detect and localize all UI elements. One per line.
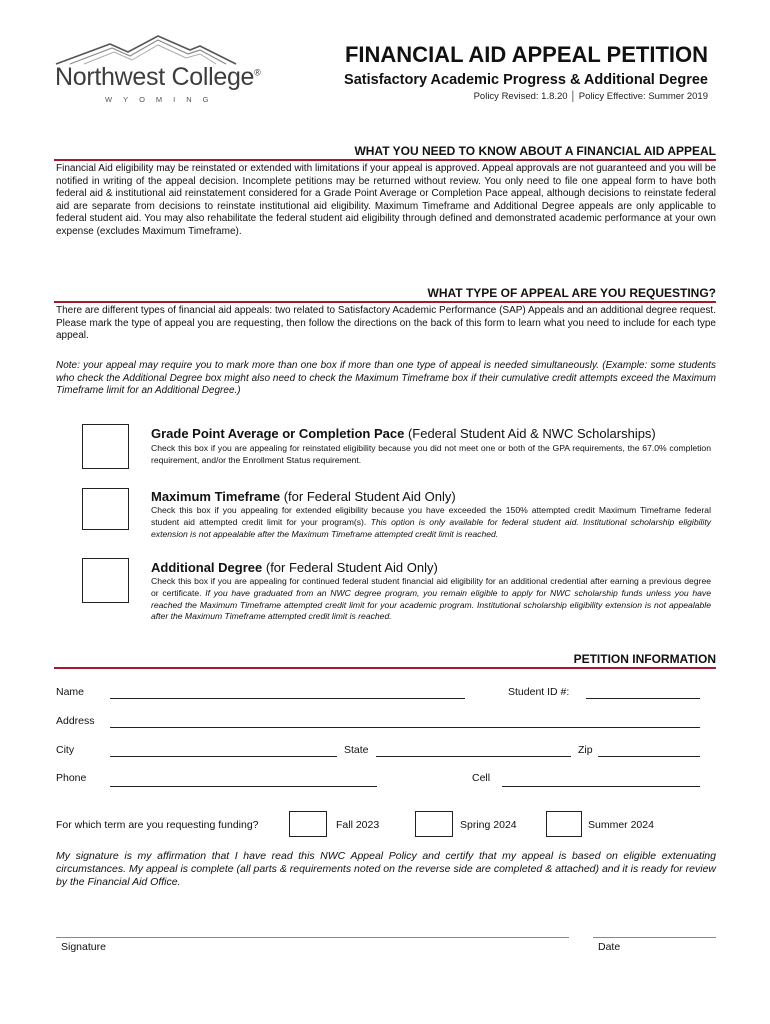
option-title-gpa: Grade Point Average or Completion Pace (Federal Student Aid & NWC Scholarships) bbox=[151, 426, 656, 441]
section-body-what-you-need: Financial Aid eligibility may be reinstated or extended with limitations if your appeal is approved. Appeal approvals are not guaranteed and you will be notified in writing of the appeal decision. Incomplete petitions may be returned without review. You only need to file one appeal form to have both federal aid & institutional aid reinstatement considered for a Grade Point Average or Completion Pace appeal, although decisions to reinstate federal aid are separate from decisions to reinstate institutional aid eligibility. Maximum Timeframe and Additional Degree appeals are only applicable to federal student aid. You may also rehabilitate the federal student aid eligibility through defined and demonstrated academic performance at your own expense (excludes Maximum Timeframe). bbox=[56, 163, 716, 237]
term-question: For which term are you requesting funding? bbox=[56, 819, 259, 831]
maximum-timeframe-checkbox[interactable] bbox=[82, 488, 129, 530]
form-subtitle: Satisfactory Academic Progress & Additional Degree bbox=[344, 72, 708, 88]
spring-2024-label: Spring 2024 bbox=[460, 819, 517, 831]
date-label: Date bbox=[598, 941, 621, 953]
name-field[interactable] bbox=[110, 698, 465, 699]
zip-label: Zip bbox=[578, 744, 593, 756]
summer-2024-checkbox[interactable] bbox=[546, 811, 582, 837]
city-label: City bbox=[56, 744, 75, 756]
cell-field[interactable] bbox=[502, 786, 700, 787]
section-heading-what-you-need: WHAT YOU NEED TO KNOW ABOUT A FINANCIAL AID APPEAL bbox=[354, 144, 716, 158]
form-title: FINANCIAL AID APPEAL PETITION bbox=[344, 42, 708, 67]
option-desc-gpa: Check this box if you are appealing for reinstated eligibility because you did not meet one or both of the GPA requirements, the 67.0% completion requirement, and/or the Enrollment Status requirement. bbox=[151, 443, 711, 465]
zip-field[interactable] bbox=[598, 756, 700, 757]
policy-dates: Policy Revised: 1.8.20 │ Policy Effective: Summer 2019 bbox=[473, 91, 708, 102]
gpa-completion-checkbox[interactable] bbox=[82, 424, 129, 469]
section-heading-appeal-type: WHAT TYPE OF APPEAL ARE YOU REQUESTING? bbox=[427, 286, 716, 300]
option-title-additional-degree: Additional Degree (for Federal Student Aid Only) bbox=[151, 560, 438, 575]
signature-field[interactable] bbox=[56, 937, 569, 938]
phone-label: Phone bbox=[56, 772, 87, 784]
state-field[interactable] bbox=[376, 756, 571, 757]
section-heading-petition: PETITION INFORMATION bbox=[573, 652, 716, 666]
city-field[interactable] bbox=[110, 756, 337, 757]
college-logo-state: WYOMING bbox=[105, 95, 220, 104]
summer-2024-label: Summer 2024 bbox=[588, 819, 654, 831]
appeal-note: Note: your appeal may require you to mark more than one box if more than one type of appeal is needed simultaneously. (Example: some students who check the Additional Degree box might also need to check the Maximum Timeframe box if their cumulative credit attempts exceed the Maximum Timeframe limit for an Additional Degree.) bbox=[56, 360, 716, 396]
option-desc-max-timeframe: Check this box if you appealing for extended eligibility because you have exceeded the 150% attempted credit Maximum Timeframe federal student aid attempted credit limit for your program(s). This option is only available for federal student aid. Institutional scholarship eligibility extension is not appealable after the Maximum Timeframe attempted credit limit is reached. bbox=[151, 505, 712, 539]
name-label: Name bbox=[56, 686, 85, 698]
phone-field[interactable] bbox=[110, 786, 377, 787]
section-divider bbox=[54, 159, 716, 161]
section-divider bbox=[54, 667, 716, 669]
spring-2024-checkbox[interactable] bbox=[415, 811, 453, 837]
cell-label: Cell bbox=[472, 772, 491, 784]
fall-2023-label: Fall 2023 bbox=[336, 819, 380, 831]
signature-affirmation: My signature is my affirmation that I have read this NWC Appeal Policy and certify that my appeal is based on eligible extenuating circumstances. My appeal is complete (all parts & requirements noted on the reverse side are completed & attached) and it is ready for review by the Financial Aid Office. bbox=[56, 850, 716, 888]
fall-2023-checkbox[interactable] bbox=[289, 811, 327, 837]
student-id-label: Student ID #: bbox=[508, 686, 570, 698]
section-body-appeal-type: There are different types of financial aid appeals: two related to Satisfactory Academic Performance (SAP) Appeals and an additional degree request. Please mark the type of appeal you are requesting, then follow the directions on the back of this form to learn what you need to include for each type appeal. bbox=[56, 305, 716, 341]
signature-label: Signature bbox=[61, 941, 106, 953]
address-label: Address bbox=[56, 715, 95, 727]
additional-degree-checkbox[interactable] bbox=[82, 558, 129, 603]
option-title-max-timeframe: Maximum Timeframe (for Federal Student Aid Only) bbox=[151, 489, 456, 504]
college-logo-name: Northwest College® bbox=[55, 63, 261, 91]
student-id-field[interactable] bbox=[586, 698, 700, 699]
address-field[interactable] bbox=[110, 727, 700, 728]
date-field[interactable] bbox=[593, 937, 716, 938]
option-desc-additional-degree: Check this box if you are appealing for continued federal student financial aid eligibility for an additional credential after earning a previous degree or certificate. If you have graduated from an NWC degree program, you remain eligible to apply for NWC scholarship funds unless you have reached the Maximum Timeframe attempted credit limit for your academic program. Institutional scholarship eligibility extension is not appealable after the Maximum Timeframe attempted credit limit is reached. bbox=[151, 576, 711, 622]
state-label: State bbox=[344, 744, 369, 756]
section-divider bbox=[54, 301, 716, 303]
